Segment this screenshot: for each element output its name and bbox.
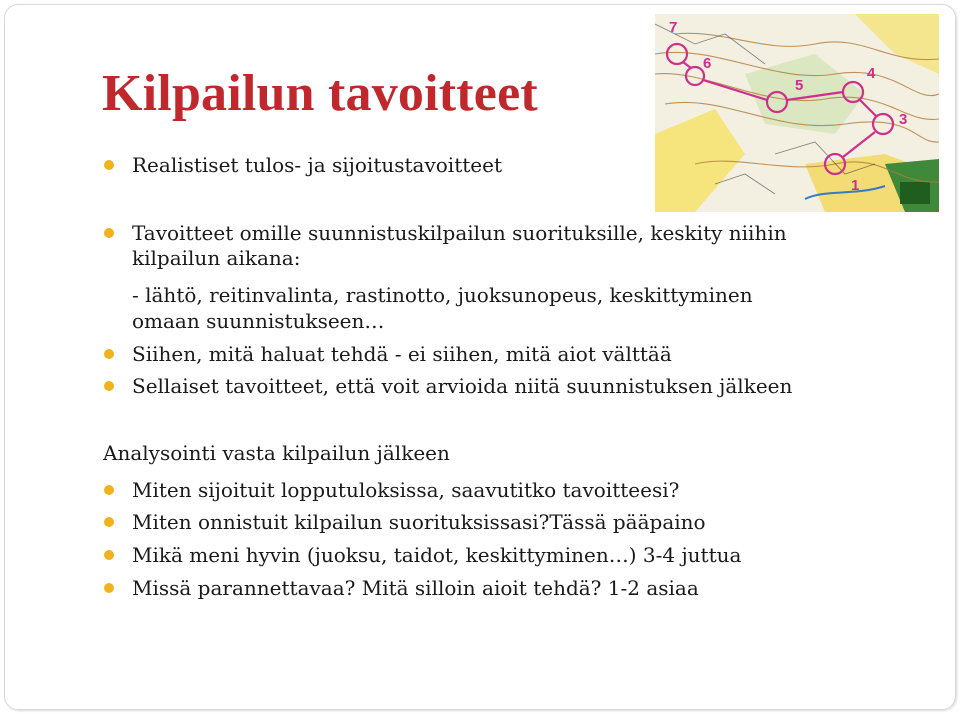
bullet-icon — [104, 381, 114, 391]
orienteering-map-image — [655, 14, 939, 212]
list-item-text: Mikä meni hyvin (juoksu, taidot, keskittyminen…) 3-4 juttua — [132, 543, 742, 567]
bullet-icon — [104, 517, 114, 527]
bullet-icon — [104, 349, 114, 359]
list-item-text: Realistiset tulos- ja sijoitustavoitteet — [132, 153, 502, 177]
list-item-continuation: kilpailun aikana: — [132, 246, 301, 270]
bullet-icon — [104, 583, 114, 593]
control-number-4: 4 — [867, 65, 876, 82]
bullet-icon — [104, 228, 114, 238]
list-item-text: Miten sijoituit lopputuloksissa, saavutitko tavoitteesi? — [132, 478, 680, 502]
bullet-icon — [104, 550, 114, 560]
control-number-1: 1 — [851, 177, 860, 194]
bullet-icon — [104, 160, 114, 170]
list-item-text: Miten onnistuit kilpailun suorituksissasi?Tässä pääpaino — [132, 510, 706, 534]
detail-line: - lähtö, reitinvalinta, rastinotto, juoksunopeus, keskittyminen — [132, 283, 753, 307]
section-heading: Analysointi vasta kilpailun jälkeen — [103, 441, 450, 465]
list-item-text: Sellaiset tavoitteet, että voit arvioida niitä suunnistuksen jälkeen — [132, 374, 793, 398]
map-graphic — [655, 14, 939, 212]
control-number-3: 3 — [899, 111, 908, 128]
control-number-5: 5 — [795, 77, 804, 94]
bullet-icon — [104, 485, 114, 495]
list-item-text: Siihen, mitä haluat tehdä - ei siihen, mitä aiot välttää — [132, 342, 672, 366]
slide-title: Kilpailun tavoitteet — [102, 65, 538, 122]
control-number-6: 6 — [703, 55, 712, 72]
detail-line: omaan suunnistukseen… — [132, 309, 385, 333]
list-item-text: Missä parannettavaa? Mitä silloin aioit tehdä? 1-2 asiaa — [132, 576, 699, 600]
list-item-text: Tavoitteet omille suunnistuskilpailun suorituksille, keskity niihin — [132, 221, 787, 245]
control-number-7: 7 — [669, 19, 678, 36]
